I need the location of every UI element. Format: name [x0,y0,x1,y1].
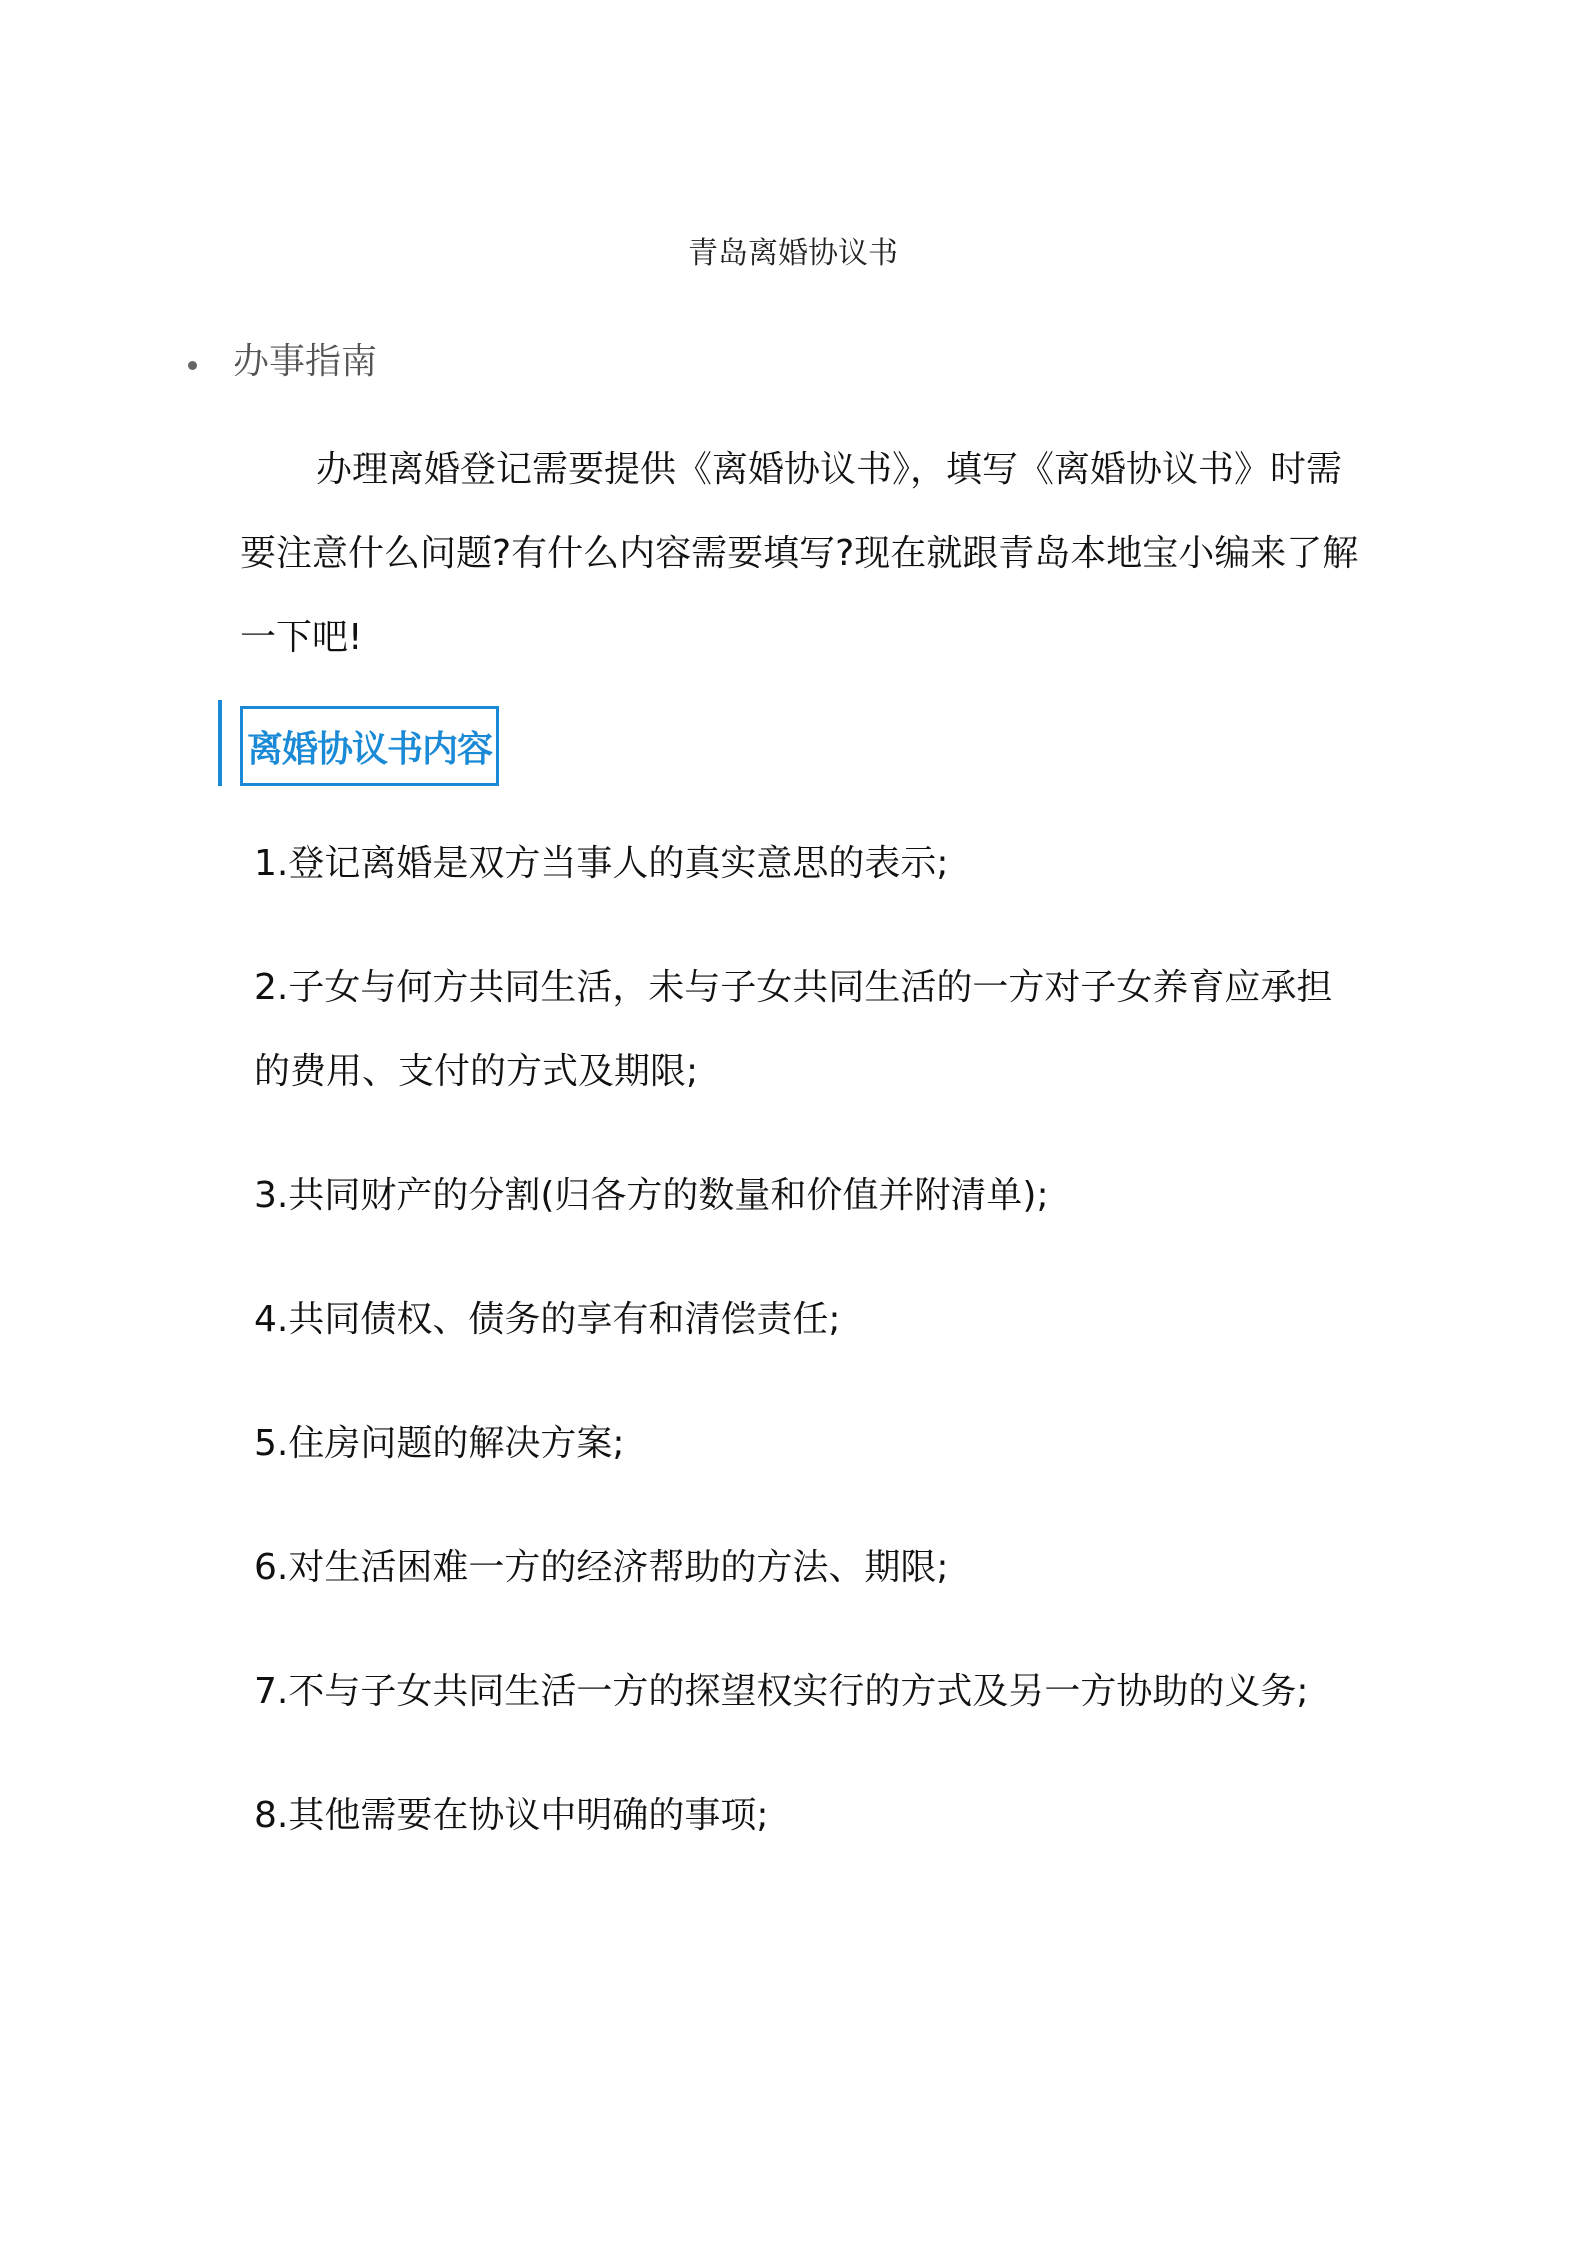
list-item: 5.住房问题的解决方案; [254,1423,625,1464]
guide-nav-label: 办事指南 [233,341,378,382]
list-item: 2.子女与何方共同生活，未与子女共同生活的一方对子女养育应承担的费用、支付的方式及期限; [254,967,1333,1092]
guide-nav-item[interactable] [188,338,377,386]
bullet-icon [188,361,197,370]
section-heading: 离婚协议书内容 [247,728,493,770]
document-title: 青岛离婚协议书 [688,236,898,271]
list-item: 1.登记离婚是双方当事人的真实意思的表示; [254,843,949,884]
list-item: 7.不与子女共同生活一方的探望权实行的方式及另一方协助的义务; [254,1671,1309,1712]
section-heading-box [240,706,499,786]
list-item: 8.其他需要在协议中明确的事项; [254,1795,769,1836]
intro-paragraph: 办理离婚登记需要提供《离婚协议书》，填写《离婚协议书》时需要注意什么问题?有什么内容需要填写?现在就跟青岛本地宝小编来了解一下吧! [240,449,1359,658]
section-accent-bar [218,700,222,786]
list-item: 3.共同财产的分割(归各方的数量和价值并附清单); [254,1175,1049,1216]
list-item: 4.共同债权、债务的享有和清偿责任; [254,1299,841,1340]
list-item: 6.对生活困难一方的经济帮助的方法、期限; [254,1547,949,1588]
content-list [254,822,1364,1898]
